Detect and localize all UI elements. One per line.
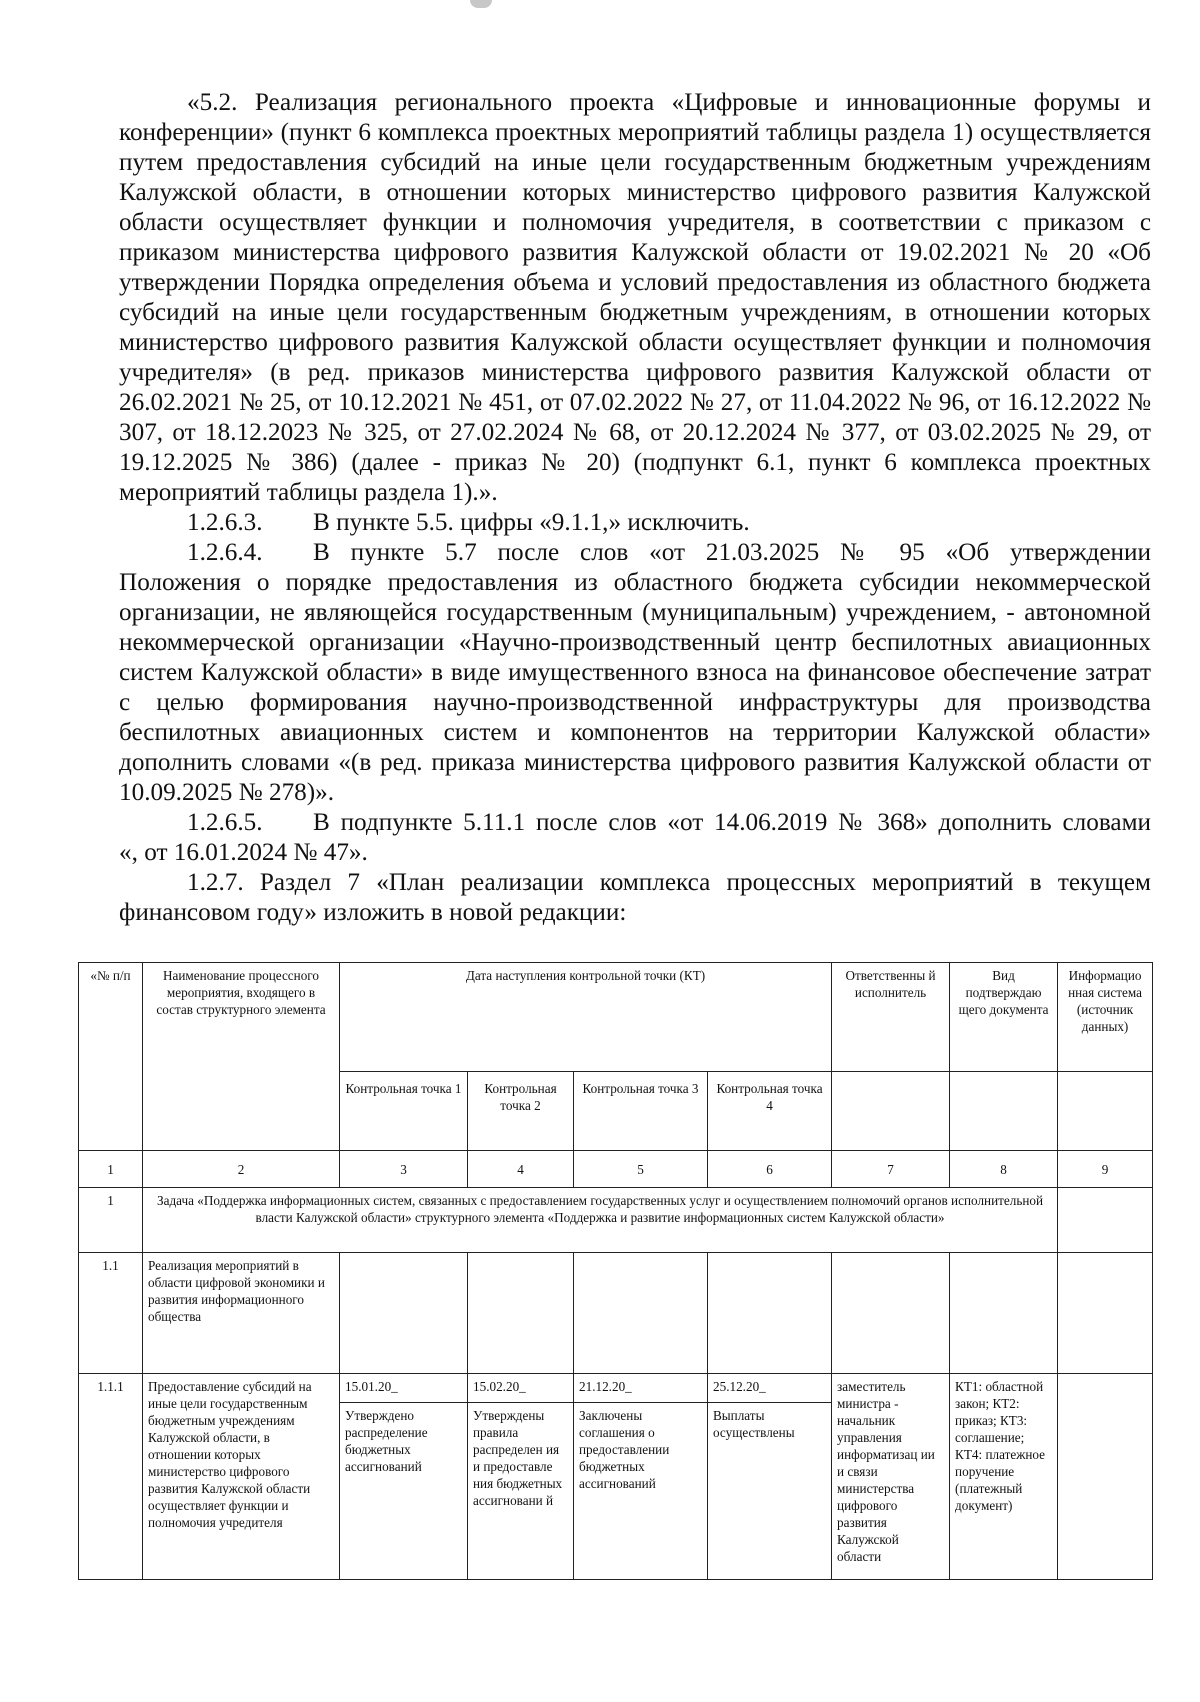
paragraph-1-2-6-5 [119,808,1151,838]
task-text: Задача «Поддержка информационных систем, связанных с предоставлением государственных услуг и осуществлением полномочий органов исполнительной власти Калужской области» структурного элемента «Поддержка и развитие информационных систем Калужской области» [143,1188,1058,1253]
kt1-date: 15.01.20_ [340,1374,468,1403]
header-kt4: Контрольная точка 4 [708,1072,832,1151]
empty-cell [950,1253,1058,1374]
column-number: 7 [832,1151,950,1188]
column-number: 6 [708,1151,832,1188]
empty-cell [1058,1253,1153,1374]
paragraph-1-2-7: 1.2.7. Раздел 7 «План реализации комплекса процессных мероприятий в текущем финансовом году» изложить в новой редакции: [119,869,1151,926]
kt1-text: Утверждено распределение бюджетных ассигнований [340,1403,468,1580]
kt2-date: 15.02.20_ [468,1374,574,1403]
header-kt3: Контрольная точка 3 [574,1072,708,1151]
item-text: В пункте 5.5. цифры «9.1.1,» исключить. [313,509,750,536]
item-number: 1.2.6.4. [187,539,263,566]
row-name: Предоставление субсидий на иные цели государственным бюджетным учреждениям Калужской области, в отношении которых министерство цифрового развития Калужской области осуществляет функции и полномочия учредителя [143,1374,340,1580]
info-system-cell [1058,1374,1153,1580]
item-text-first-line: В подпункте 5.11.1 после слов «от 14.06.2019 № 368» дополнить словами [313,809,1151,836]
empty-cell [832,1072,950,1151]
kt3-text: Заключены соглашения о предоставлении бюджетных ассигнований [574,1403,708,1580]
paragraph-1-2-6-4-continued: Положения о порядке предоставления из областного бюджета субсидии некоммерческой организации, не являющейся государственным (муниципальным) учреждением, - автономной некоммерческой организации «Научно-производственный центр беспилотных авиационных систем Калужской области» в виде имущественного взноса на финансовое обеспечение затрат с целью формирования научно-производственной инфраструктуры для производства беспилотных авиационных систем и компонентов на территории Калужской области» дополнить словами «(в ред. приказа министерства цифрового развития Калужской области от 10.09.2025 № 278)». [119,569,1151,806]
task-num: 1 [79,1188,143,1253]
header-name: Наименование процессного мероприятия, входящего в состав структурного элемента [143,963,340,1151]
row-num: 1.1.1 [79,1374,143,1580]
table-header-row [79,963,1153,1072]
header-num: «№ п/п [79,963,143,1151]
paragraph-1-2-6-5-continued: «, от 16.01.2024 № 47». [119,839,368,866]
empty-cell [708,1253,832,1374]
header-info-system: Информацио нная система (источник данных) [1058,963,1153,1072]
kt4-date: 25.12.20_ [708,1374,832,1403]
column-number: 2 [143,1151,340,1188]
header-kt2: Контрольная точка 2 [468,1072,574,1151]
empty-cell [468,1253,574,1374]
kt4-text: Выплаты осуществлены [708,1403,832,1580]
paragraph-1-2-6-4 [119,538,1151,568]
empty-cell [1058,1072,1153,1151]
kt3-date: 21.12.20_ [574,1374,708,1403]
table-row-1-1-1 [79,1374,1153,1403]
table-row-1-1 [79,1253,1153,1374]
paragraph-5-2: «5.2. Реализация регионального проекта «Цифровые и инновационные форумы и конференции» (пункт 6 комплекса проектных мероприятий таблицы раздела 1) осуществляется путем предоставления субсидий на иные цели государственным бюджетным учреждениям Калужской области, в отношении которых министерство цифрового развития Калужской области осуществляет функции и полномочия учредителя, в соответствии с приказом с приказом министерства цифрового развития Калужской области от 19.02.2021 № 20 «Об утверждении Порядка определения объема и условий предоставления из областного бюджета субсидий на иные цели государственным бюджетным учреждениям, в отношении которых министерство цифрового развития Калужской области осуществляет функции и полномочия учредителя» (в ред. приказов министерства цифрового развития Калужской области от 26.02.2021 № 25, от 10.12.2021 № 451, от 07.02.2022 № 27, от 11.04.2022 № 96, от 16.12.2022 № 307, от 18.12.2023 № 325, от 27.02.2024 № 68, от 20.12.2024 № 377, от 03.02.2025 № 29, от 19.12.2025 № 386) (далее - приказ № 20) (подпункт 6.1, пункт 6 комплекса проектных мероприятий таблицы раздела 1).». [119,89,1151,506]
row-num: 1.1 [79,1253,143,1374]
row-name: Реализация мероприятий в области цифровой экономики и развития информационного общества [143,1253,340,1374]
column-number: 8 [950,1151,1058,1188]
header-date: Дата наступления контрольной точки (КТ) [340,963,832,1072]
empty-cell [340,1253,468,1374]
item-number: 1.2.6.3. [187,509,263,536]
document-cell: КТ1: областной закон; КТ2: приказ; КТ3: соглашение; КТ4: платежное поручение (платежный документ) [950,1374,1058,1580]
column-number-row [79,1151,1153,1188]
column-number: 5 [574,1151,708,1188]
body-text [119,88,1151,928]
header-responsible: Ответственны й исполнитель [832,963,950,1072]
kt2-text: Утверждены правила распределен ия и предоставле ния бюджетных ассигновани й [468,1403,574,1580]
column-number: 3 [340,1151,468,1188]
empty-cell [950,1072,1058,1151]
header-document: Вид подтверждаю щего документа [950,963,1058,1072]
empty-cell [832,1253,950,1374]
empty-cell [1058,1188,1153,1253]
column-number: 1 [79,1151,143,1188]
item-number: 1.2.6.5. [187,809,263,836]
plan-table [78,962,1153,1580]
empty-cell [574,1253,708,1374]
item-text-first-line: В пункте 5.7 после слов «от 21.03.2025 № 95 «Об утверждении [313,539,1151,566]
header-kt1: Контрольная точка 1 [340,1072,468,1151]
task-row [79,1188,1153,1253]
column-number: 9 [1058,1151,1153,1188]
column-number: 4 [468,1151,574,1188]
paragraph-1-2-6-3 [119,508,1151,538]
top-edge-mark [470,0,492,8]
responsible-cell: заместитель министра - начальник управления информатизац ии и связи министерства цифрового развития Калужской области [832,1374,950,1580]
